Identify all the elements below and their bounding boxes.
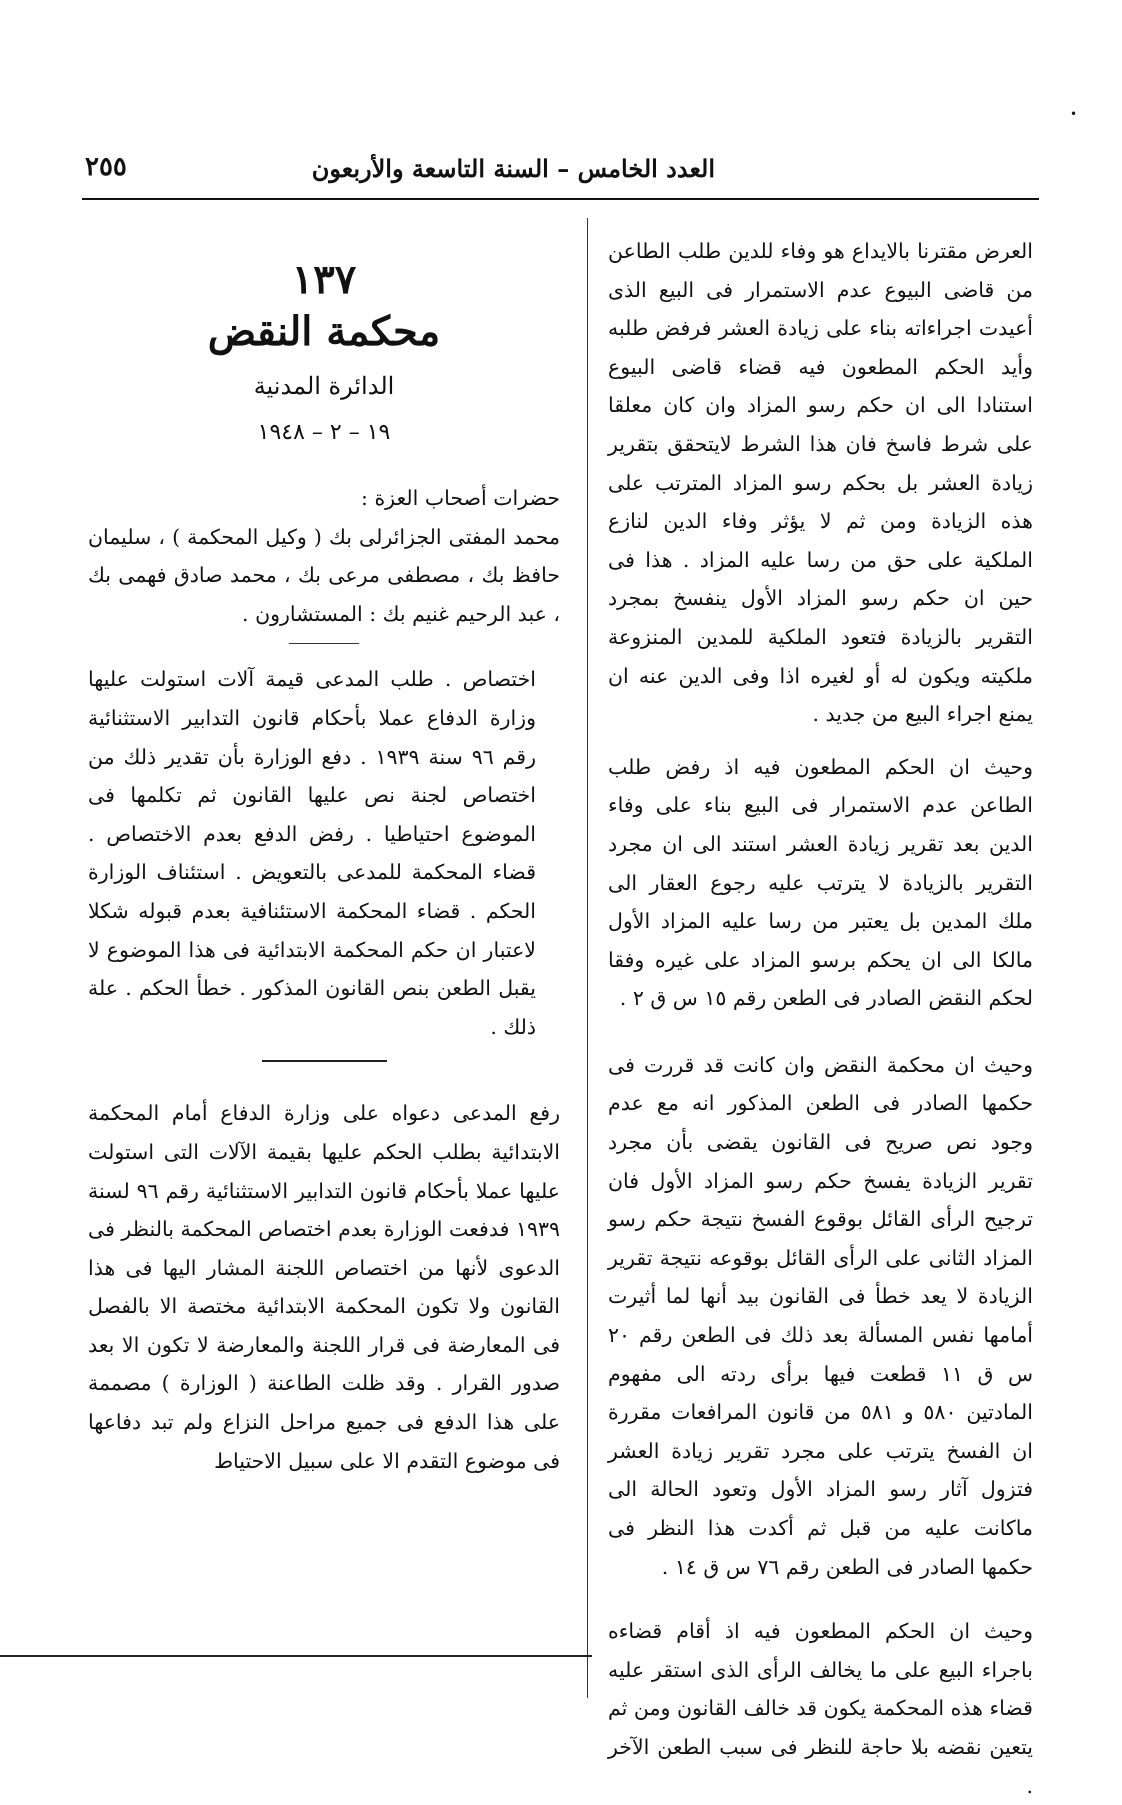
right-column bbox=[608, 232, 1033, 1805]
case-summary: اختصاص . طلب المدعى قيمة آلات استولت عليها وزارة الدفاع عملا بأحكام قانون التدابير الاستثنائية رقم ٩٦ سنة ١٩٣٩ . دفع الوزارة بأن تقدير ذلك من اختصاص لجنة نص عليها القانون ثم تكلمها فى الموضوع احتياطيا . رفض الدفع بعدم الاختصاص . قضاء المحكمة للمدعى بالتعويض . استئناف الوزارة الحكم . قضاء المحكمة الاستئنافية بعدم قبوله شكلا لاعتبار ان حكم المحكمة الابتدائية فى هذا الموضوع لا يقبل الطعن بنص القانون المذكور . خطأ الحكم . علة ذلك . bbox=[88, 667, 536, 1039]
circuit-name: الدائرة المدنية bbox=[253, 372, 395, 400]
paragraph: وحيث ان محكمة النقض وان كانت قد قررت فى حكمها الصادر فى الطعن المذكور انه مع عدم وجود نص صريح فى القانون يقضى بأن مجرد تقرير الزيادة يفسخ حكم رسو المزاد الأول فان ترجيح الرأى القائل بوقوع الفسخ نتيجة حكم رسو المزاد الثانى على الرأى القائل بوقوعه نتيجة تقرير الزيادة لا يعد خطأ فى القانون بيد أنها لما أثيرت أمامها نفس المسألة بعد ذلك فى الطعن رقم ٢٠ س ق ١١ قطعت فيها برأى ردته الى مفهوم المادتين ٥٨٠ و ٥٨١ من قانون المرافعات مقررة ان الفسخ يترتب على مجرد تقرير زيادة العشر فتزول آثار رسو المزاد الأول وتعود الحالة الى ماكانت عليه من قبل ثم أكدت هذا النظر فى حكمها الصادر فى الطعن رقم ٧٦ س ق ١٤ . bbox=[608, 1052, 1033, 1579]
short-divider bbox=[289, 643, 359, 644]
footer-rule bbox=[0, 1655, 592, 1657]
page-header bbox=[85, 150, 1035, 190]
case-number: ١٣٧ bbox=[291, 256, 357, 303]
paragraph: وحيث ان الحكم المطعون فيه اذ رفض طلب الطاعن عدم الاستمرار فى البيع بناء على وفاء الدين بعد تقرير زيادة العشر استند الى ان مجرد التقرير بالزيادة لا يترتب عليه رجوع العقار الى ملك المدين بل يعتبر من رسا عليه المزاد الأول مالكا الى ان يحكم برسو المزاد على غيره وفقا لحكم النقض الصادر فى الطعن رقم ١٥ س ق ٢ . bbox=[608, 754, 1033, 1011]
section-divider bbox=[262, 1060, 387, 1062]
attendees-intro: حضرات أصحاب العزة : bbox=[361, 486, 560, 510]
speck-mark: • bbox=[1070, 107, 1078, 121]
column-divider bbox=[587, 218, 588, 1698]
judges-list: محمد المفتى الجزائرلى بك ( وكيل المحكمة ) ، سليمان حافظ بك ، مصطفى مرعى بك ، محمد صادق فهمى بك ، عبد الرحيم غنيم بك : المستشارون . bbox=[88, 524, 560, 626]
judgment-date: ١٩ – ٢ – ١٩٤٨ bbox=[257, 420, 391, 445]
court-name: محكمة النقض bbox=[207, 308, 441, 355]
paragraph: العرض مقترنا بالايداع هو وفاء للدين طلب الطاعن من قاضى البيوع عدم الاستمرار فى البيع الذى أعيدت اجراءاته بناء على زيادة العشر فرفض طلبه وأيد الحكم المطعون فيه قضاء قاضى البيوع استنادا الى ان حكم رسو المزاد وان كان معلقا على شرط فاسخ فان هذا الشرط لايتحقق بتقرير زيادة العشر بل بحكم رسو المزاد المترتب على هذه الزيادة ومن ثم لا يؤثر وفاء الدين لنازع الملكية على حق من رسا عليه المزاد . هذا فى حين ان حكم رسو المزاد الأول ينفسخ بمجرد التقرير بالزيادة فتعود الملكية للمدين المنزوعة ملكيته ويكون له أو لغيره اذا وفى الدين عنه ان يمنع اجراء البيع من جديد . bbox=[608, 239, 1033, 727]
page-number: ٢٥٥ bbox=[85, 152, 127, 182]
left-column bbox=[88, 255, 560, 1480]
paragraph: وحيث ان الحكم المطعون فيه اذ أقام قضاءه باجراء البيع على ما يخالف الرأى الذى استقر عليه قضاء هذه المحكمة يكون قد خالف القانون ومن ثم يتعين نقضه بلا حاجة للنظر فى سبب الطعن الآخر . bbox=[608, 1619, 1033, 1798]
header-rule bbox=[82, 198, 1039, 200]
case-body: رفع المدعى دعواه على وزارة الدفاع أمام المحكمة الابتدائية بطلب الحكم عليها بقيمة الآلات التى استولت عليها عملا بأحكام قانون التدابير الاستثنائية رقم ٩٦ لسنة ١٩٣٩ فدفعت الوزارة بعدم اختصاص المحكمة بالنظر فى الدعوى لأنها من اختصاص اللجنة المشار اليها فى هذا القانون ولا تكون المحكمة الابتدائية مختصة الا بالفصل فى المعارضة فى قرار اللجنة والمعارضة لا تكون الا بعد صدور القرار . وقد ظلت الطاعنة ( الوزارة ) مصممة على هذا الدفع فى جميع مراحل النزاع ولم تبد دفاعها فى موضوع التقدم الا على سبيل الاحتياط bbox=[88, 1101, 560, 1473]
header-title: العدد الخامس – السنة التاسعة والأربعون bbox=[311, 154, 715, 183]
